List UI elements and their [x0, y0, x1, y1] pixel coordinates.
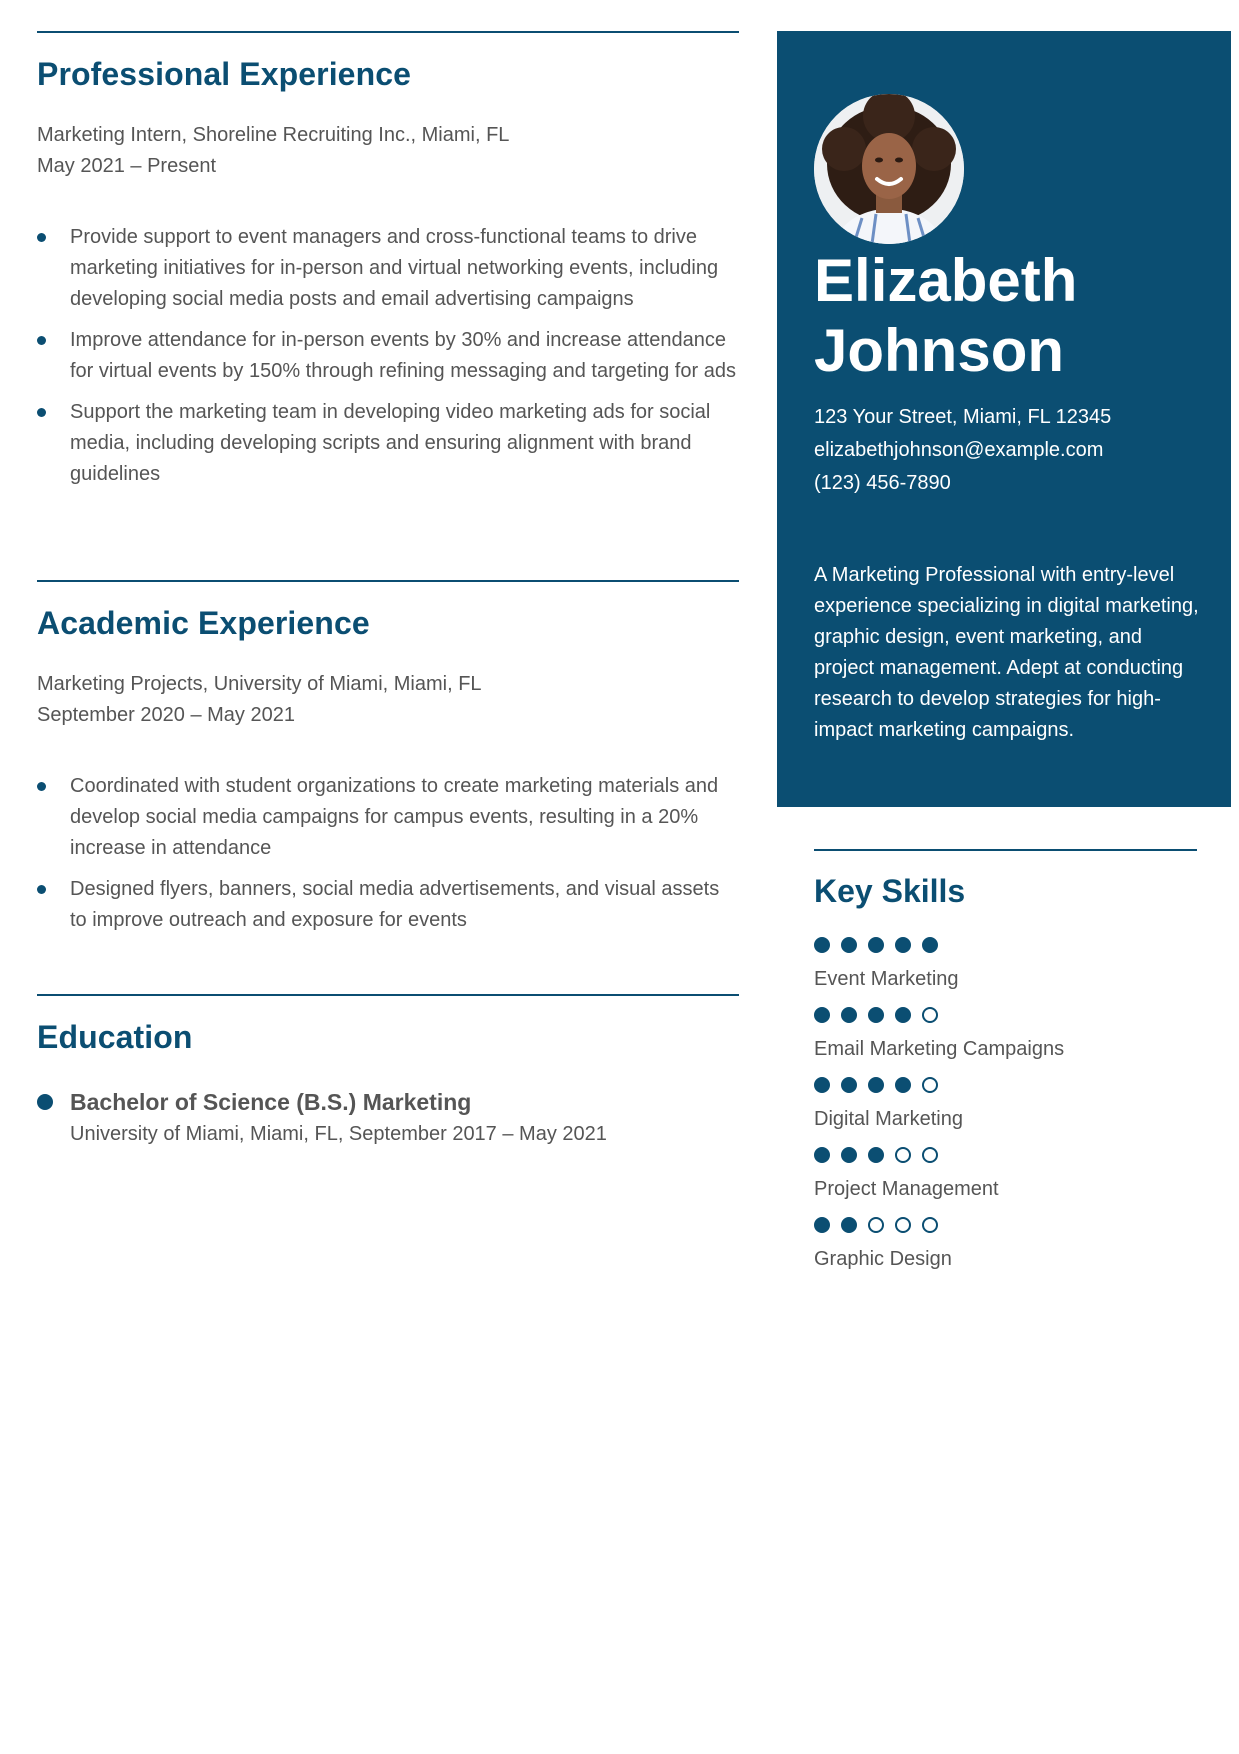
rating-dot-filled-icon	[868, 937, 884, 953]
job-title: Marketing Projects, University of Miami, Miami, FL	[37, 673, 482, 695]
rating-dot-filled-icon	[841, 1007, 857, 1023]
rating-dot-filled-icon	[868, 1077, 884, 1093]
list-item: Coordinated with student organizations to create marketing materials and develop social media campaigns for campus events, resulting in a 20% increase in attendance	[37, 771, 739, 864]
contact-info	[814, 401, 1111, 500]
skill-label: Project Management	[814, 1178, 999, 1200]
bullet-icon	[37, 885, 46, 894]
rating-dot-filled-icon	[814, 1077, 830, 1093]
section-divider	[37, 994, 739, 996]
skill-rating	[814, 1076, 1197, 1093]
rating-dot-empty-icon	[922, 1147, 938, 1163]
academic-experience-section	[37, 580, 739, 946]
rating-dot-empty-icon	[895, 1147, 911, 1163]
rating-dot-filled-icon	[895, 937, 911, 953]
section-divider	[814, 849, 1197, 851]
section-divider	[37, 580, 739, 582]
email: elizabethjohnson@example.com	[814, 439, 1104, 461]
skill-item	[814, 1006, 1197, 1064]
profile-sidebar	[777, 31, 1231, 807]
section-heading: Education	[37, 1019, 193, 1055]
avatar	[814, 94, 964, 244]
key-skills-section	[814, 849, 1197, 1274]
rating-dot-filled-icon	[814, 1217, 830, 1233]
portrait-icon	[814, 94, 964, 244]
rating-dot-empty-icon	[868, 1217, 884, 1233]
job-title: Marketing Intern, Shoreline Recruiting Inc., Miami, FL	[37, 124, 510, 146]
rating-dot-filled-icon	[814, 1147, 830, 1163]
skill-label: Event Marketing	[814, 968, 959, 990]
education-section	[37, 994, 739, 1149]
rating-dot-empty-icon	[922, 1077, 938, 1093]
rating-dot-filled-icon	[868, 1147, 884, 1163]
skill-label: Graphic Design	[814, 1248, 952, 1270]
rating-dot-filled-icon	[868, 1007, 884, 1023]
address: 123 Your Street, Miami, FL 12345	[814, 406, 1112, 428]
skill-rating	[814, 1216, 1197, 1233]
skill-rating	[814, 1006, 1197, 1023]
rating-dot-empty-icon	[922, 1217, 938, 1233]
bullet-icon	[37, 408, 46, 417]
skill-list	[814, 936, 1197, 1274]
list-item: Improve attendance for in-person events by 30% and increase attendance for virtual events by 150% through refining messaging and targeting for ads	[37, 325, 739, 387]
last-name: Johnson	[814, 317, 1064, 384]
rating-dot-filled-icon	[841, 937, 857, 953]
skill-rating	[814, 1146, 1197, 1163]
first-name: Elizabeth	[814, 247, 1078, 314]
rating-dot-filled-icon	[841, 1077, 857, 1093]
rating-dot-filled-icon	[895, 1007, 911, 1023]
candidate-name	[814, 246, 1077, 386]
rating-dot-empty-icon	[922, 1007, 938, 1023]
list-item: Designed flyers, banners, social media advertisements, and visual assets to improve outreach and exposure for events	[37, 874, 739, 936]
rating-dot-filled-icon	[814, 1007, 830, 1023]
profile-summary: A Marketing Professional with entry-level experience specializing in digital marketing, graphic design, event marketing, and project management. Adept at conducting research to develop strategies for high-impact marketing campaigns.	[814, 564, 1199, 741]
degree-title: Bachelor of Science (B.S.) Marketing	[70, 1089, 472, 1115]
skill-item	[814, 936, 1197, 994]
bullet-icon	[37, 1094, 53, 1110]
rating-dot-filled-icon	[814, 937, 830, 953]
section-divider	[37, 31, 739, 33]
section-heading: Professional Experience	[37, 56, 412, 92]
skill-item	[814, 1146, 1197, 1204]
rating-dot-filled-icon	[841, 1217, 857, 1233]
professional-experience-section	[37, 31, 739, 500]
section-heading: Academic Experience	[37, 605, 370, 641]
job-dates: September 2020 – May 2021	[37, 704, 295, 726]
section-heading: Key Skills	[814, 873, 966, 909]
bullet-list	[37, 222, 739, 490]
list-item: Provide support to event managers and cross-functional teams to drive marketing initiatives for in-person and virtual networking events, including developing social media posts and email advertising campaigns	[37, 222, 739, 315]
rating-dot-filled-icon	[841, 1147, 857, 1163]
skill-label: Email Marketing Campaigns	[814, 1038, 1065, 1060]
rating-dot-empty-icon	[895, 1217, 911, 1233]
job-dates: May 2021 – Present	[37, 155, 216, 177]
skill-label: Digital Marketing	[814, 1108, 963, 1130]
list-item: Support the marketing team in developing video marketing ads for social media, including developing scripts and ensuring alignment with brand guidelines	[37, 397, 739, 490]
skill-item	[814, 1216, 1197, 1274]
education-item	[37, 1085, 739, 1149]
rating-dot-filled-icon	[895, 1077, 911, 1093]
skill-rating	[814, 936, 1197, 953]
phone: (123) 456-7890	[814, 472, 951, 494]
bullet-icon	[37, 233, 46, 242]
degree-detail: University of Miami, Miami, FL, September 2017 – May 2021	[70, 1123, 607, 1145]
bullet-icon	[37, 336, 46, 345]
rating-dot-filled-icon	[922, 937, 938, 953]
bullet-icon	[37, 782, 46, 791]
skill-item	[814, 1076, 1197, 1134]
bullet-list	[37, 771, 739, 936]
